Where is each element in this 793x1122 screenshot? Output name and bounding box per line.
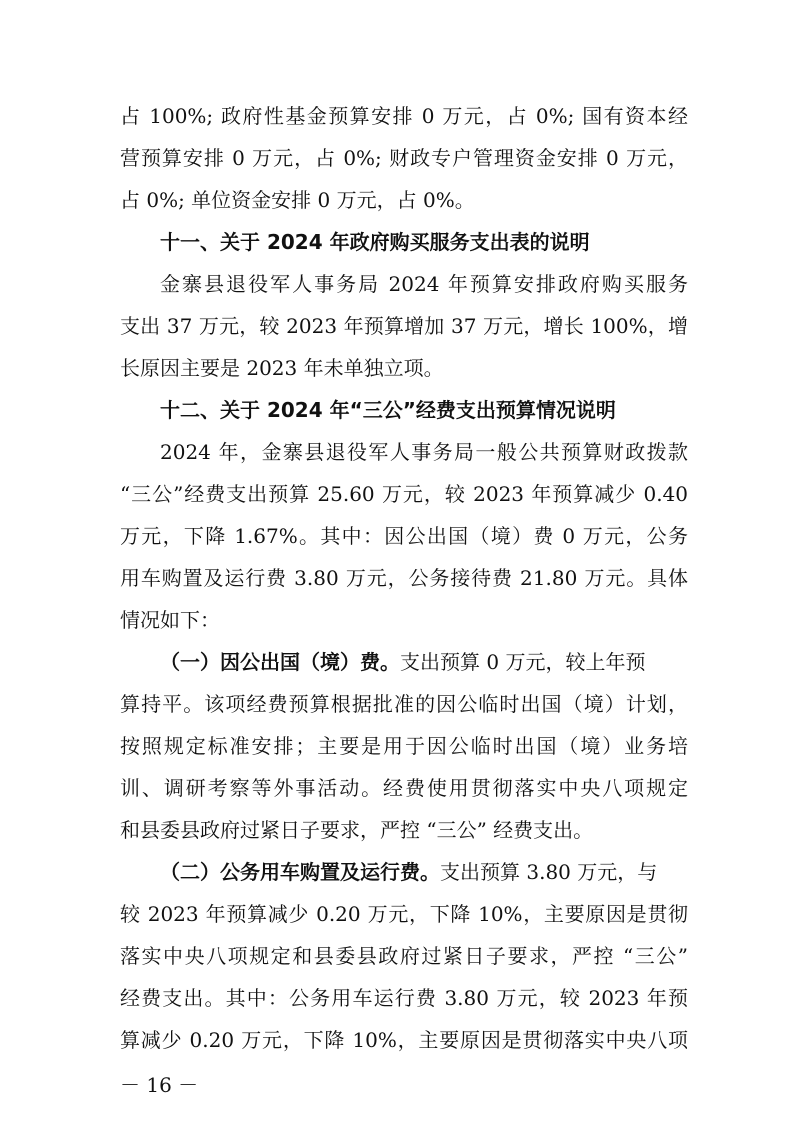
subheading-official-vehicles: （二）公务用车购置及运行费。 xyxy=(160,860,440,884)
paragraph-line: 占 100%; 政府性基金预算安排 0 万元，占 0%; 国有资本经 xyxy=(120,104,688,128)
paragraph-line: “三公”经费支出预算 25.60 万元，较 2023 年预算减少 0.40 xyxy=(120,482,688,506)
paragraph-line: 支出 37 万元，较 2023 年预算增加 37 万元，增长 100%，增 xyxy=(120,314,688,338)
paragraph-line: 情况如下： xyxy=(120,608,220,632)
paragraph-line: 按照规定标准安排；主要是用于因公临时出国（境）业务培 xyxy=(120,734,688,758)
paragraph-line: 经费支出。其中：公务用车运行费 3.80 万元，较 2023 年预 xyxy=(120,986,688,1010)
paragraph-line: 算持平。该项经费预算根据批准的因公临时出国（境）计划， xyxy=(120,692,688,716)
paragraph-line: 算减少 0.20 万元，下降 10%，主要原因是贯彻落实中央八项 xyxy=(120,1028,688,1052)
paragraph-line: 占 0%; 单位资金安排 0 万元，占 0%。 xyxy=(120,188,475,212)
paragraph-text: 支出预算 0 万元，较上年预 xyxy=(400,650,646,674)
paragraph-line: 较 2023 年预算减少 0.20 万元，下降 10%，主要原因是贯彻 xyxy=(120,902,688,926)
paragraph-line: 落实中央八项规定和县委县政府过紧日子要求，严控 “三公” xyxy=(120,944,688,968)
section-heading-11: 十一、关于 2024 年政府购买服务支出表的说明 xyxy=(160,230,590,254)
paragraph-line: 和县委县政府过紧日子要求，严控 “三公” 经费支出。 xyxy=(120,818,594,842)
paragraph-line: 金寨县退役军人事务局 2024 年预算安排政府购买服务 xyxy=(160,272,688,296)
page-number: － 16 － xyxy=(120,1073,199,1097)
paragraph-line: 营预算安排 0 万元，占 0%; 财政专户管理资金安排 0 万元， xyxy=(120,146,688,170)
paragraph-text: 支出预算 3.80 万元，与 xyxy=(440,860,658,884)
subsection-line xyxy=(160,854,657,890)
paragraph-line: 训、调研考察等外事活动。经费使用贯彻落实中央八项规定 xyxy=(120,776,688,800)
paragraph-line: 用车购置及运行费 3.80 万元，公务接待费 21.80 万元。具体 xyxy=(120,566,688,590)
paragraph-line: 2024 年，金寨县退役军人事务局一般公共预算财政拨款 xyxy=(160,440,688,464)
paragraph-line: 万元，下降 1.67%。其中：因公出国（境）费 0 万元，公务 xyxy=(120,524,688,548)
subsection-line xyxy=(160,644,645,680)
section-heading-12: 十二、关于 2024 年“三公”经费支出预算情况说明 xyxy=(160,398,616,422)
paragraph-line: 长原因主要是 2023 年未单独立项。 xyxy=(120,356,444,380)
subheading-travel-abroad: （一）因公出国（境）费。 xyxy=(160,650,400,674)
